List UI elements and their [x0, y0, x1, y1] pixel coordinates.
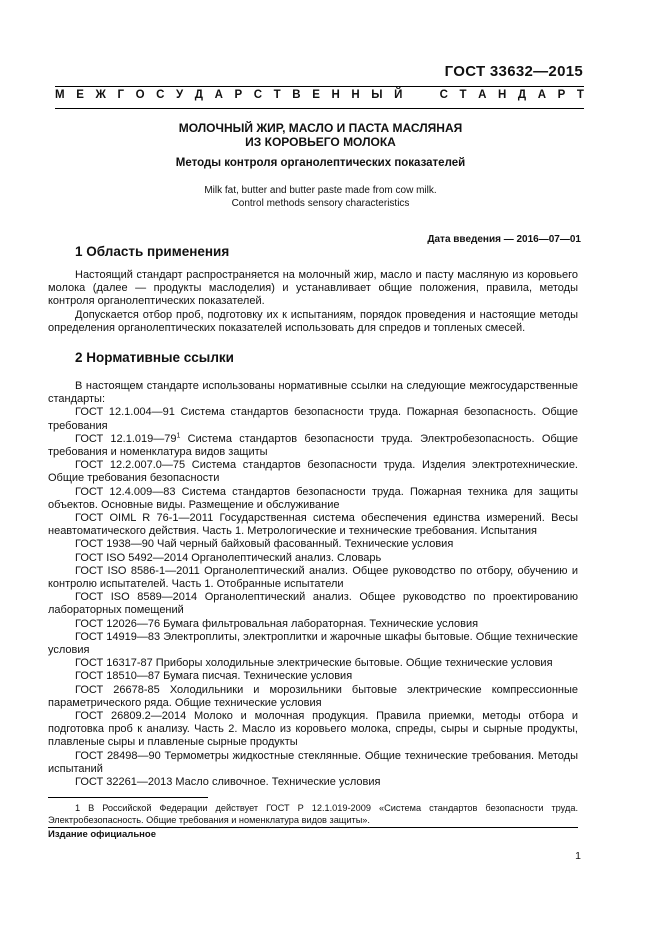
footnote [48, 802, 578, 826]
section-2-body [48, 380, 578, 789]
reference-item: ГОСТ 12.1.004—91 Система стандартов безопасности труда. Пожарная безопасность. Общие требования [48, 406, 578, 432]
footnote-rule [48, 797, 208, 798]
paragraph: В настоящем стандарте использованы нормативные ссылки на следующие межгосударственные стандарты: [48, 380, 578, 406]
standard-banner: М Е Ж Г О С У Д А Р С Т В Е Н Н Ы Й С Т А Н Д А Р Т [55, 89, 584, 101]
reference-item: ГОСТ 16317-87 Приборы холодильные электрические бытовые. Общие технические условия [75, 657, 553, 670]
reference-item: ГОСТ 14919—83 Электроплиты, электроплитки и жарочные шкафы бытовые. Общие технические условия [48, 630, 578, 657]
top-rule [55, 86, 584, 87]
footnote-mark[interactable]: 1 [176, 432, 181, 440]
reference-item [48, 433, 578, 459]
reference-title: Система стандартов безопасности труда. Электробезопасность. Общие требования и номенклатура видов защиты [48, 432, 578, 459]
page-number: 1 [575, 850, 581, 862]
reference-item: ГОСТ 1938—90 Чай черный байховый фасованный. Технические условия [75, 538, 454, 551]
reference-item: ГОСТ ISO 5492—2014 Органолептический анализ. Словарь [75, 551, 382, 564]
standard-code: ГОСТ 33632—2015 [444, 63, 583, 80]
reference-item: ГОСТ 26809.2—2014 Молоко и молочная продукция. Правила приемки, методы отбора и подготовка проб к анализу. Часть 2. Масло из коровьего молока, спреды, сыры и сырные продукты, плавленые сыры и плавленые сырные продукты [48, 710, 578, 749]
paragraph: Настоящий стандарт распространяется на молочный жир, масло и пасту масляную из коровьего молока (далее — продукты маслоделия) и устанавливает общие положения, правила, методы контроля органолептических показателей. [48, 269, 578, 308]
reference-item: ГОСТ ISO 8586-1—2011 Органолептический анализ. Общее руководство по отбору, обучению и контролю испытателей. Часть 1. Отобранные испытатели [48, 564, 578, 591]
section-1-heading: 1 Область применения [75, 244, 230, 259]
reference-item: ГОСТ 18510—87 Бумага писчая. Технические условия [75, 670, 353, 683]
reference-item: ГОСТ 26678-85 Холодильники и морозильники бытовые электрические компрессионные параметрического ряда. Общие технические условия [48, 683, 578, 709]
edition-rule [48, 827, 578, 828]
document-title [60, 121, 581, 149]
document-subtitle: Методы контроля органолептических показателей [175, 157, 466, 169]
section-1-body [48, 269, 578, 335]
section-2-heading: 2 Нормативные ссылки [75, 350, 234, 365]
reference-item: ГОСТ 28498—90 Термометры жидкостные стеклянные. Общие технические требования. Методы испытаний [48, 749, 578, 775]
banner-rule [55, 108, 584, 109]
title-line-1: МОЛОЧНЫЙ ЖИР, МАСЛО И ПАСТА МАСЛЯНАЯ [178, 121, 463, 135]
footnote-text: 1 В Российской Федерации действует ГОСТ Р 12.1.019-2009 «Система стандартов безопасности труда. Электробезопасность. Общие требования и номенклатура видов защиты». [48, 803, 578, 825]
reference-item: ГОСТ 12.2.007.0—75 Система стандартов безопасности труда. Изделия электротехнические. Общие требования безопасности [48, 459, 578, 485]
english-title [60, 184, 581, 210]
reference-item: ГОСТ OIML R 76-1—2011 Государственная система обеспечения единства измерений. Весы неавтоматического действия. Часть 1. Метрологические и технические требования. Испытания [48, 512, 578, 538]
reference-item: ГОСТ 12026—76 Бумага фильтровальная лабораторная. Технические условия [75, 617, 479, 630]
english-title-line-2: Control methods sensory characteristics [231, 198, 410, 209]
reference-item: ГОСТ 12.4.009—83 Система стандартов безопасности труда. Пожарная техника для защиты объектов. Основные виды. Размещение и обслуживание [48, 485, 578, 511]
reference-item: ГОСТ ISO 8589—2014 Органолептический анализ. Общее руководство по проектированию лабораторных помещений [48, 591, 578, 617]
reference-code: ГОСТ 12.1.019—79 [75, 432, 177, 445]
edition-label: Издание официальное [48, 829, 156, 840]
reference-item: ГОСТ 32261—2013 Масло сливочное. Технические условия [75, 776, 381, 789]
title-line-2: ИЗ КОРОВЬЕГО МОЛОКА [245, 135, 396, 149]
english-title-line-1: Milk fat, butter and butter paste made from cow milk. [204, 185, 437, 196]
paragraph: Допускается отбор проб, подготовку их к испытаниям, порядок проведения и настоящие методы определения органолептических показателей использовать для спредов и топленых смесей. [48, 308, 578, 334]
introduction-date: Дата введения — 2016—07—01 [427, 234, 581, 245]
